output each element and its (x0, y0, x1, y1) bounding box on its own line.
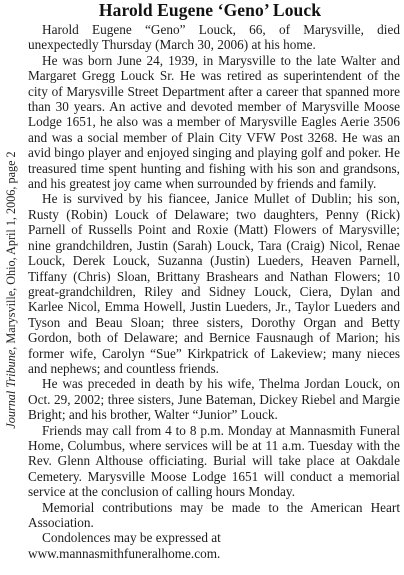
source-citation (0, 0, 22, 575)
paragraph-biography: He was born June 24, 1939, in Marysville to the late Walter and Margaret Gregg Louck Sr. He was retired as superintendent of the city of Marysville Street Department after a career that spanned more than 30 years. An active and devoted member of Marysville Moose Lodge 1651, he also was a member of Marysville Eagles Aerie 3506 and was a social member of Plain City VFW Post 3268. He was an avid bingo player and enjoyed singing and playing golf and poker. He treasured time spent hunting and fishing with his son and grandsons, and his greatest joy came when surrounded by friends and family. (28, 52, 400, 192)
newspaper-name: Journal Tribune (3, 349, 18, 429)
publication-details: , Marysville, Ohio, April 1, 2006, page 2 (3, 151, 18, 350)
obituary-headline: Harold Eugene ‘Geno’ Louck (98, 0, 322, 20)
obituary-body (28, 22, 400, 561)
paragraph-memorial-contributions: Memorial contributions may be made to the American Heart Association. (28, 499, 400, 530)
paragraph-death-notice: Harold Eugene “Geno” Louck, 66, of Marysville, died unexpectedly Thursday (March 30, 2006) at his home. (28, 22, 400, 53)
funeral-home-website: www.mannasmithfuneralhome.com. (28, 545, 221, 561)
source-citation-text (5, 151, 17, 428)
paragraph-services: Friends may call from 4 to 8 p.m. Monday at Mannasmith Funeral Home, Columbus, where services will be at 11 a.m. Tuesday with the Rev. Glenn Althouse officiating. Burial will take place at Oakdale Cemetery. Marysville Moose Lodge 1651 will conduct a memorial service at the conclusion of calling hours Monday. (28, 422, 400, 500)
paragraph-preceded-in-death: He was preceded in death by his wife, Thelma Jordan Louck, on Oct. 29, 2002; three sisters, June Bateman, Dickey Riebel and Margie Bright; and his brother, Walter “Junior” Louck. (28, 376, 400, 423)
paragraph-condolences: Condolences may be expressed at (42, 530, 221, 546)
paragraph-survivors: He is survived by his fiancee, Janice Mullet of Dublin; his son, Rusty (Robin) Louck of Delaware; two daughters, Penny (Rick) Parnell of Russells Point and Roxie (Matt) Flowers of Marysville; nine grandchildren, Justin (Sarah) Louck, Tara (Craig) Nicol, Renae Louck, Derek Louck, Suzanna (Justin) Lueders, Heaven Parnell, Tiffany (Chris) Sloan, Brittany Brashears and Nathan Flowers; 10 great-grandchildren, Riley and Sidney Louck, Ciera, Dylan and Karlee Nicol, Emma Howell, Justin Lueders, Jr., Taylor Lueders and Tyson and Beau Sloan; three sisters, Dorothy Organ and Betty Gordon, both of Delaware; and Bernice Fausnaugh of Marion; his former wife, Carolyn “Sue” Kirkpatrick of Lakeview; many nieces and nephews; and countless friends. (28, 191, 400, 376)
